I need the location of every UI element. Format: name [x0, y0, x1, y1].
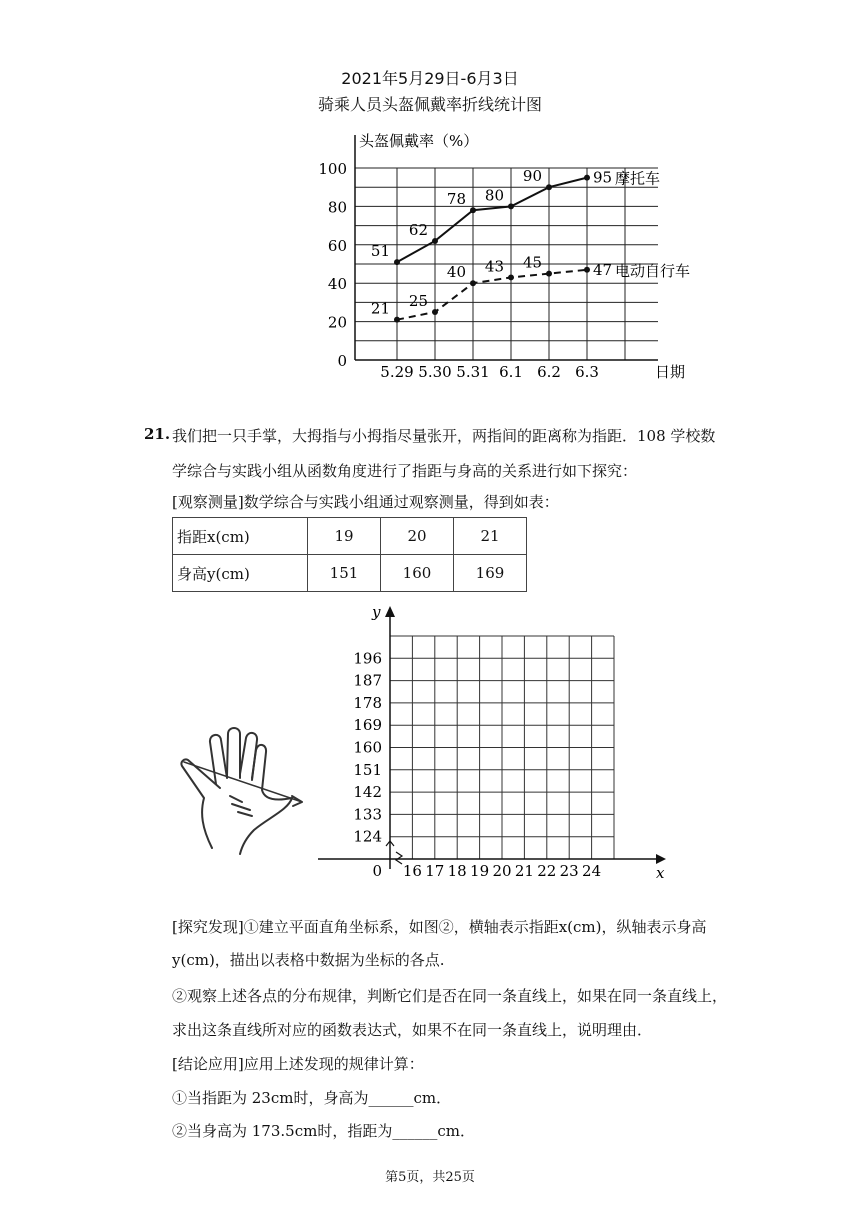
y-tick-label: 40 [327, 275, 347, 294]
series-name-label: 电动自行车 [615, 261, 691, 280]
data-label: 62 [408, 220, 428, 239]
chart-title: 2021年5月29日-6月3日 [341, 69, 519, 88]
x-axis-label: x [656, 864, 665, 882]
table-cell: 169 [454, 555, 527, 592]
data-label: 45 [522, 253, 542, 272]
y-tick-label: 160 [353, 738, 382, 757]
x-tick-label: 20 [492, 862, 512, 880]
chart-subtitle: 骑乘人员头盔佩戴率折线统计图 [317, 95, 542, 114]
data-label: 47 [593, 260, 613, 279]
data-label: 90 [522, 167, 542, 186]
y-tick-label: 187 [353, 671, 382, 690]
y-tick-label: 142 [353, 783, 382, 802]
x-tick-label: 22 [537, 862, 557, 880]
apply-line: [结论应用]应用上述发现的规律计算： [172, 1055, 424, 1073]
origin-label: 0 [372, 862, 382, 880]
x-tick-label: 5.31 [456, 363, 490, 381]
table-cell: 指距x(cm) [173, 518, 308, 555]
x-axis-break [396, 852, 402, 864]
x-tick-label: 21 [514, 862, 534, 880]
apply-question-2: ②当身高为 173.5cm时，指距为______cm． [172, 1122, 475, 1140]
x-tick-label: 16 [402, 862, 422, 880]
y-tick-label: 196 [353, 649, 382, 668]
y-tick-label: 20 [327, 313, 347, 332]
coordinate-labels [353, 603, 665, 882]
coordinate-grid [390, 636, 614, 859]
table-cell: 19 [308, 518, 381, 555]
y-tick-label: 0 [337, 352, 347, 370]
page-footer: 第5页，共25页 [385, 1170, 475, 1185]
data-label: 25 [408, 292, 428, 310]
apply-question-1: ①当指距为 23cm时，身高为______cm． [172, 1089, 452, 1107]
x-tick-label: 19 [470, 862, 490, 880]
y-tick-label: 133 [353, 805, 382, 824]
y-axis-label: 头盔佩戴率（%） [359, 132, 479, 150]
table-cell: 151 [308, 555, 381, 592]
x-tick-label: 6.1 [499, 363, 523, 381]
observe-line: [观察测量]数学综合与实践小组通过观察测量，得到如表： [172, 493, 559, 511]
data-label: 95 [593, 168, 613, 187]
question-number: 21. [144, 425, 171, 443]
x-tick-label: 23 [559, 862, 579, 880]
table-cell: 20 [381, 518, 454, 555]
y-tick-label: 80 [327, 198, 347, 217]
intro-line-1: 我们把一只手掌，大拇指与小拇指尽量张开，两指间的距离称为指距．108 学校数 [172, 427, 716, 445]
y-tick-label: 60 [327, 236, 347, 255]
table-cell: 身高y(cm) [173, 555, 308, 592]
data-label: 78 [446, 190, 466, 209]
x-tick-label: 17 [425, 862, 445, 880]
explore-line-4: 求出这条直线所对应的函数表达式，如果不在同一条直线上，说明理由． [172, 1021, 653, 1039]
y-axis-label: y [372, 603, 381, 621]
y-tick-label: 169 [353, 716, 382, 735]
y-tick-label: 178 [353, 693, 382, 712]
y-tick-label: 151 [353, 760, 382, 779]
explore-line-1: [探究发现]①建立平面直角坐标系，如图②，横轴表示指距x(cm)，纵轴表示身高 [172, 918, 707, 936]
x-tick-label: 5.30 [418, 363, 452, 381]
data-label: 80 [484, 186, 504, 205]
table-cell: 21 [454, 518, 527, 555]
intro-line-2: 学综合与实践小组从函数角度进行了指距与身高的关系进行如下探究： [172, 462, 638, 480]
explore-line-3: ②观察上述各点的分布规律，判断它们是否在同一条直线上，如果在同一条直线上， [172, 987, 728, 1005]
data-label: 43 [484, 257, 504, 276]
data-label: 21 [370, 299, 390, 318]
data-label: 40 [446, 263, 466, 282]
y-tick-label: 124 [353, 827, 382, 846]
series-name-label: 摩托车 [615, 169, 661, 188]
y-tick-label: 100 [318, 160, 347, 178]
x-axis-arrow [656, 854, 666, 864]
x-tick-label: 5.29 [380, 363, 414, 381]
explore-line-2: y(cm)，描出以表格中数据为坐标的各点. [172, 951, 445, 969]
x-tick-label: 6.2 [537, 363, 561, 381]
table-cell: 160 [381, 555, 454, 592]
x-tick-label: 6.3 [575, 363, 599, 381]
data-label: 51 [370, 242, 390, 261]
y-axis-arrow [385, 606, 395, 617]
x-axis-label: 日期 [655, 363, 686, 381]
x-tick-label: 18 [447, 862, 467, 880]
x-tick-label: 24 [582, 862, 602, 880]
